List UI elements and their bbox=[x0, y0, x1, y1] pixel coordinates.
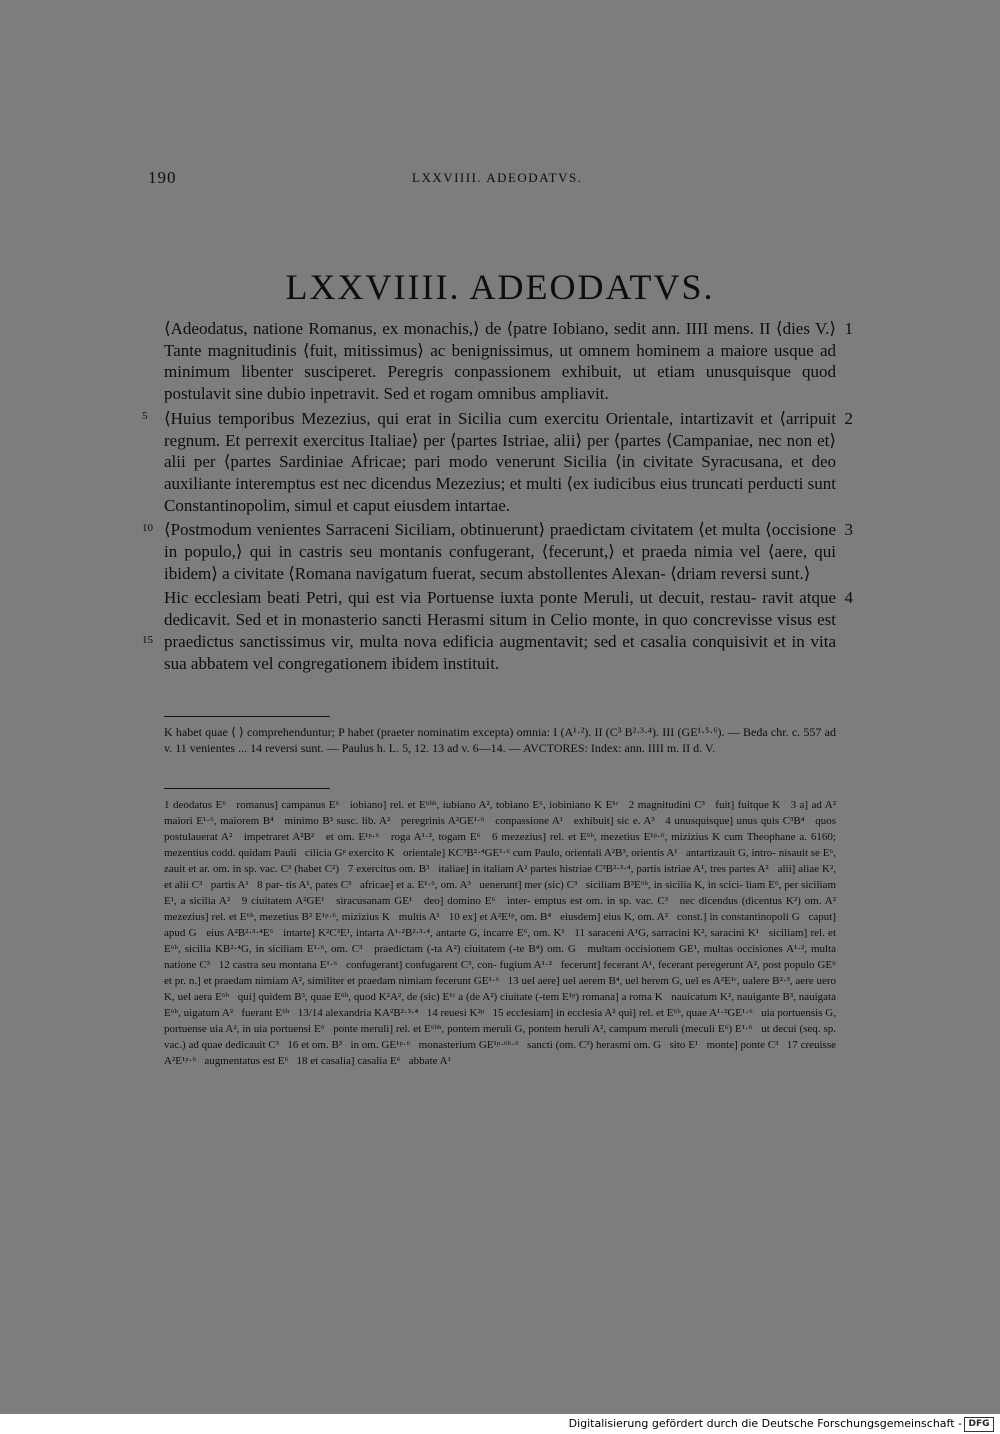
funding-notice: Digitalisierung gefördert durch die Deutsche Forschungsgemeinschaft - bbox=[568, 1417, 962, 1430]
chapter-title: LXXVIIII. ADEODATVS. bbox=[285, 267, 715, 307]
paragraph-4 bbox=[164, 587, 853, 674]
main-text bbox=[142, 318, 853, 677]
paragraph-1 bbox=[164, 318, 853, 405]
page-number: 190 bbox=[148, 168, 177, 187]
paragraph-text: ⟨Adeodatus, natione Romanus, ex monachis,⟩ de ⟨patre Iobiano, sedit ann. IIII mens. II ⟨dies V.⟩ Tante magnitudinis ⟨fuit, mitissimus⟩ ac benignissimus, ut omnem hominem a maiore usque ad minimum libenter susciperet. Peregris conpassionem exhibuit, ut etiam unusquisque quod postulavit sine dubio inpetravit. Sed et rogam omnibus ampliavit. bbox=[164, 319, 836, 404]
paragraph-3 bbox=[164, 519, 853, 584]
line-number-15: 15 bbox=[142, 634, 153, 646]
critical-apparatus: 1 deodatus E⁶ romanus] campanus E⁶ iobiano] rel. et E⁶ᵇʰ, iubiano A², tobiano E⁶, iobiniano K E¹ᶜ 2 magnitudini C³ fuit] fuitque K 3 a] ad A² maiori E¹·⁶, maiorem B⁴ minimo B³ susc. lib. A² peregrinis A²GE¹·⁶ conpassione A¹ exhibuit] sic e. A³ 4 unusquisque] unus quis C³B⁴ quos postulauerat A² impetraret A²B² et om. E¹ᵖ·⁶ roga A¹·², togam E⁶ 6 mezezius] rel. et E⁶ʰ, mezetius E¹ᵖ·⁶, mizizius K cum Theophane a. 6160; mezentius codd. quidam Pauli cilicia Gᵖ exercito K orientale] KC³B²·⁴GE¹·⁶ cum Paulo, orientali A²B³, orientis A¹ antartizauit G, intro- nisauit se E⁶, zauit et ar. om. in sp. vac. C³ (habet C²) 7 exercitus om. B³ italiae] in italiam A² partes histriae C³B²·³·⁴, partis istriae A¹, tres partes A² alii] aliae K², et alii C³ partis A¹ 8 par- tis A¹, pates C³ africae] et a. E¹·⁶, om. A³ uenerunt] mer (sic) C³ siciliam B³E⁶ʰ, in sicilia K, in scici- liam E⁶, per siciliam E¹, a sicilia A² 9 ciuitatem A²GE¹ siracusanam GE¹ deo] domino E⁶ inter- emptus est om. in sp. vac. C³ nec dicendus (dicentus K²) om. A² mezezius] rel. et E⁶ʰ, mezetius B² E¹ᵖ·⁶, mizizius K multis A¹ 10 ex] et A²E¹ᵖ, om. B⁴ eiusdem] eius K, om. A² const.] in constantinopoli G caput] apud G eius A²B²·³·⁴E⁶ intarte] K²C³E¹, intarta A¹·²B²·³·⁴, antarte G, incarre E⁶, om. K¹ 11 saraceni A¹G, sarracini K², saracini K¹ siciliam] rel. et E⁶ʰ, sicilia KB²·⁴G, in siciliam E¹·⁶, om. C³ praedictam (-ta A²) ciuitatem (-te B⁴) om. G multam occisionem GE¹, multas occisiones A¹·², multa natione C³ 12 castra seu montana E¹·⁶ confugerant] confugarent C³, con- fugium A¹·² fecerunt] fecerant A¹, fecerant peregerunt A², post populo GE⁶ et pr. n.] et praedam nimiam A², similiter et praedam nimiam fecerunt GE¹·⁶ 13 uel aere] uel aerem B⁴, uel herem G, uel es A²E¹ᶜ, ualere B²·³, aere uero K, uel aera E⁶ʰ qui] quidem B³, quae E⁶ʰ, quod K²A², de (sic) E¹ᶜ a (de A²) ciuitate (-tem E¹ᵖ) romana] a roma K nauicatum K², nauigante B³, nauigata E⁶ʰ, uigatum A² fuerant E⁶ʰ 13/14 alexandria KA²B²·³·⁴ 14 reuesi K²ᵖ 15 ecclesiam] in ecclesia A² qui] rel. et E⁶ᵇ, quae A¹·²GE¹·⁶ uia portuensis G, portuense uia A², in uia portuensi E⁶ ponte meruli] rel. et E⁶ᵇᵇ, pontem meruli G, pontem heruli A², campum meruli (meculi E⁶) E¹·⁶ ut decui (seq. sp. vac.) ad quae dedicauit C³ 16 et om. B³ in om. GE¹ᵖ·⁶ monasterium GE¹ᵖ·⁶ʰ·⁶ sancti (om. C³) herasmi om. G sito E¹ monte] ponte C³ 17 creuisse A²E¹ᵖ·⁶ augmentatus est E⁶ 18 et casalia] casalia E⁶ abbate A¹ bbox=[164, 799, 845, 1067]
paragraph-number: 3 bbox=[844, 520, 853, 540]
apparatus-rule bbox=[164, 788, 330, 789]
sources-note bbox=[164, 724, 836, 756]
sources-text: K habet quae ⟨ ⟩ comprehenduntur; P habet (praeter nominatim excepta) omnia: I (A¹·²). II (C³ B²·³·⁴). III (GE¹·⁵·⁶). — Beda chr. c. 557 ad v. 11 venientes ... 14 reversi sunt. — Paulus h. L. 5, 12. 13 ad v. 6—14. — AVCTORES: Index: ann. IIII m. II d. V. bbox=[164, 725, 836, 755]
paragraph-2 bbox=[164, 408, 853, 517]
paragraph-text: ⟨Huius temporibus Mezezius, qui erat in Sicilia cum exercitu Orientale, intartizavit et ⟨arripuit regnum. Et perrexit exercitus Italiae⟩ per ⟨partes Istriae, alii⟩ per ⟨partes ⟨Campaniae, nec non et⟩ alii per ⟨partes Sardiniae Africae; pari modo venerunt Sicilia ⟨in civitate Syracusana, et deo auxiliante interemptus est nec dicendus Mezezius; et multi ⟨ex iudicibus eius truncati perducti sunt Constantinopolim, simul et caput eiusdem intartae. bbox=[164, 408, 836, 515]
line-number-10: 10 bbox=[142, 522, 153, 534]
footnote-rule bbox=[164, 716, 330, 717]
running-title: LXXVIIII. ADEODATVS. bbox=[412, 170, 583, 185]
paragraph-number: 4 bbox=[844, 588, 853, 608]
footer-bar bbox=[0, 1414, 1000, 1434]
line-number-5: 5 bbox=[142, 410, 148, 422]
running-head bbox=[148, 168, 848, 190]
paragraph-text: Hic ecclesiam beati Petri, qui est via Portuense iuxta ponte Meruli, ut decuit, restau- ravit atque dedicavit. Sed et in monasterio sancti Herasmi situm in Celio monte, in quo concrevisse visus est praedictus sanctissimus vir, multa nova edificia augmentavit; sed et casalia conquisivit et in vita sua abbatem vel congregationem ibidem instituit. bbox=[164, 588, 836, 673]
paragraph-text: ⟨Postmodum venientes Sarraceni Siciliam, obtinuerunt⟩ praedictam civitatem ⟨et multa ⟨occisione in populo,⟩ qui in castris seu montanis confugerant, ⟨fecerunt,⟩ et praeda nimia vel ⟨aere, qui ibidem⟩ a civitate ⟨Romana navigatum fuerat, secum abstollentes Alexan- ⟨driam reversi sunt.⟩ bbox=[164, 520, 836, 583]
paragraph-number: 2 bbox=[844, 408, 853, 428]
paragraph-number: 1 bbox=[844, 319, 853, 338]
dfg-logo[interactable]: DFG bbox=[964, 1417, 994, 1432]
